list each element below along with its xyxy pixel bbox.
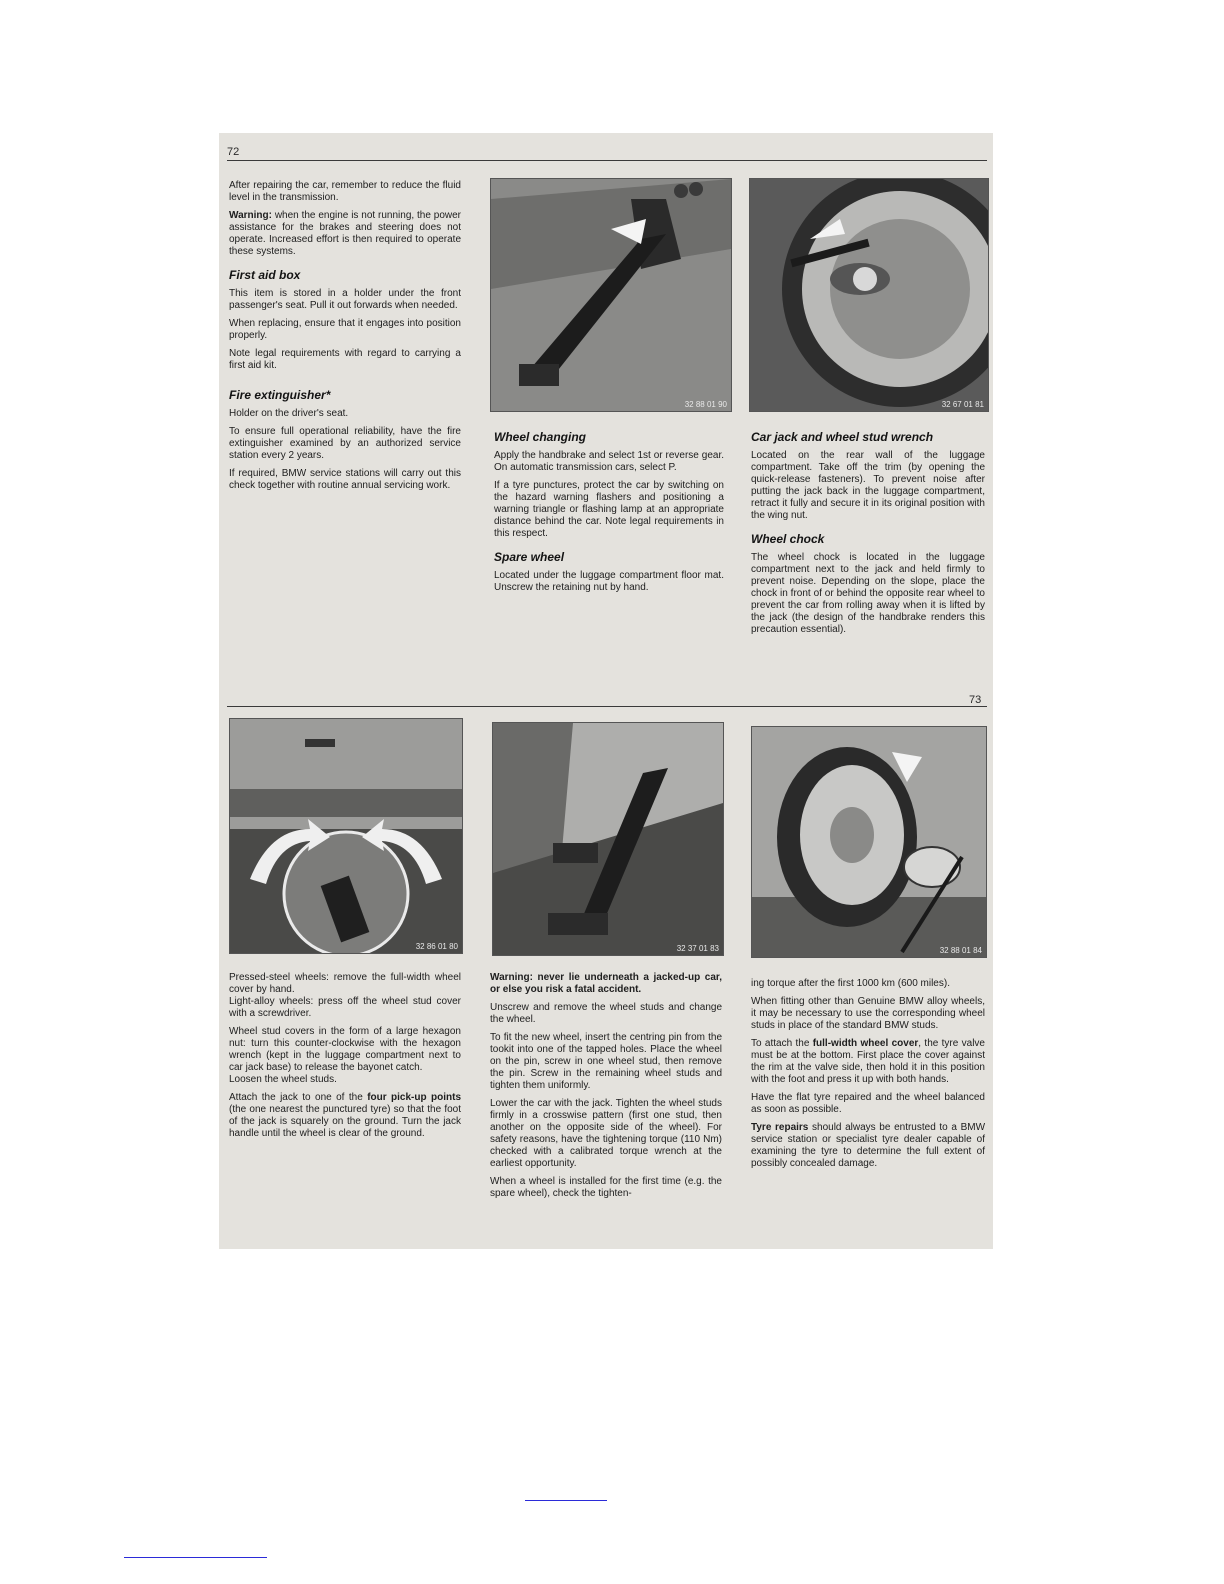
- page73-column-2: [490, 972, 722, 1206]
- warning-text: when the engine is not running, the power assistance for the brakes and steering does not operate. Increased effort is then required to operate these systems.: [229, 210, 461, 257]
- paragraph: If required, BMW service stations will carry out this check together with routine annual servicing work.: [229, 468, 461, 491]
- paragraph: Have the flat tyre repaired and the wheel balanced as soon as possible.: [751, 1092, 985, 1115]
- paragraph: Note legal requirements with regard to carrying a first aid kit.: [229, 348, 461, 371]
- heading-first-aid-box: First aid box: [229, 268, 301, 282]
- text: should always be entrusted to a BMW service station or specialist tyre dealer capable of examining the tyre to determine the full extent of possibly concealed damage.: [751, 1122, 986, 1169]
- wheel-cover-illustration: [752, 727, 986, 957]
- paragraph: To fit the new wheel, insert the centring pin from the tookit into one of the tapped holes. Place the wheel on the pin, screw in one wheel stud, then remove the pin. Screw in the remaining wheel studs and tighten them uniformly.: [490, 1032, 722, 1091]
- paragraph: When fitting other than Genuine BMW alloy wheels, it may be necessary to use the corresponding wheel studs in place of the standard BMW studs.: [751, 996, 985, 1031]
- text: , the tyre valve must be at the bottom. First place the cover against the rim at the valve side, then hold it in this position with the foot and press it up with both hands.: [751, 1038, 985, 1085]
- footer-link-underline[interactable]: [525, 1500, 607, 1501]
- page-number-73: 73: [969, 694, 982, 706]
- paragraph: Located under the luggage compartment floor mat. Unscrew the retaining nut by hand.: [494, 570, 724, 593]
- car-side-illustration: [230, 719, 462, 953]
- heading-fire-extinguisher: Fire extinguisher*: [229, 388, 331, 402]
- image-code: 32 88 01 90: [684, 400, 727, 409]
- bold-text: full-width wheel cover: [812, 1038, 919, 1049]
- bold-text: Tyre repairs: [751, 1122, 809, 1133]
- page72-column-3: [751, 420, 985, 642]
- image-code: 32 86 01 80: [415, 942, 458, 951]
- paragraph: Wheel stud covers in the form of a large hexagon nut: turn this counter-clockwise with the hexagon wrench (kept in the luggage compartment next to car jack base) to release the bayonet catch.: [229, 1026, 461, 1073]
- paragraph: When replacing, ensure that it engages into position properly.: [229, 318, 461, 341]
- paragraph: To ensure full operational reliability, have the fire extinguisher examined by an authorized service station every 2 years.: [229, 426, 461, 461]
- text: To attach the: [751, 1038, 813, 1049]
- image-code: 32 88 01 84: [939, 946, 982, 955]
- page73-column-1: [229, 972, 461, 1146]
- warning-paragraph: [229, 210, 461, 258]
- page72-column-1: [229, 180, 461, 498]
- photo-jack-pickup-arrows: [229, 718, 463, 954]
- footer-link-underline[interactable]: [124, 1557, 267, 1558]
- text: Attach the jack to one of the: [229, 1092, 368, 1103]
- jack-illustration: [491, 179, 731, 411]
- paragraph-pickup-points: [229, 1092, 461, 1140]
- paragraph-wheel-cover: [751, 1038, 985, 1086]
- paragraph: If a tyre punctures, protect the car by switching on the hazard warning flashers and positioning a warning triangle or flashing lamp at an appropriate distance behind the car. Note legal requirements in this respect.: [494, 480, 724, 539]
- heading-car-jack-wrench: Car jack and wheel stud wrench: [751, 430, 934, 444]
- warning-paragraph: Warning: never lie underneath a jacked-up car, or else you risk a fatal accident.: [490, 972, 722, 995]
- heading-wheel-changing: Wheel changing: [494, 430, 587, 444]
- photo-wheel-cover: [751, 726, 987, 958]
- heading-wheel-chock: Wheel chock: [751, 532, 825, 546]
- paragraph: Pressed-steel wheels: remove the full-width wheel cover by hand.: [229, 972, 461, 995]
- page-number-72: 72: [227, 146, 240, 158]
- paragraph-tyre-repairs: [751, 1122, 985, 1170]
- page73-column-3: [751, 978, 985, 1176]
- paragraph: Lower the car with the jack. Tighten the wheel studs firmly in a crosswise pattern (first one stud, then another on the opposite side of the wheel). For safety reasons, have the tightening torque (110 Nm) checked with a calibrated torque wrench at the earliest opportunity.: [490, 1098, 722, 1169]
- image-code: 32 67 01 81: [941, 400, 984, 409]
- paragraph: Holder on the driver's seat.: [229, 408, 349, 419]
- warning-label: Warning:: [229, 210, 272, 221]
- photo-jack-under-car: [492, 722, 724, 956]
- paragraph: Located on the rear wall of the luggage compartment. Take off the trim (by opening the quick-release fasteners). To prevent noise after putting the jack back in the luggage compartment, retract it fully and secure it in its original position with the wing nut.: [751, 450, 985, 521]
- text: (the one nearest the punctured tyre) so that the foot of the jack is squarely on the ground. Turn the jack handle until the wheel is clear of the ground.: [229, 1104, 461, 1139]
- photo-jack-pickup-point: [490, 178, 732, 412]
- header-rule-73: [227, 706, 987, 707]
- photo-spare-wheel-wrench: [749, 178, 989, 412]
- paragraph: Light-alloy wheels: press off the wheel stud cover with a screwdriver.: [229, 996, 461, 1019]
- heading-spare-wheel: Spare wheel: [494, 550, 565, 564]
- page72-column-2: [494, 420, 724, 600]
- paragraph: Loosen the wheel studs.: [229, 1074, 337, 1085]
- wheel-illustration: [750, 179, 988, 411]
- jack-under-car-illustration: [493, 723, 723, 955]
- image-code: 32 37 01 83: [676, 944, 719, 953]
- paragraph: After repairing the car, remember to reduce the fluid level in the transmission.: [229, 180, 461, 203]
- header-rule-72: [227, 160, 987, 161]
- paragraph: The wheel chock is located in the luggage compartment next to the jack and held firmly to prevent noise. Depending on the slope, place the chock in front of or behind the opposite rear wheel to prevent the car from rolling away when it is lifted by the jack (the design of the handbrake renders this precaution essential).: [751, 552, 985, 635]
- bold-text: four pick-up points: [367, 1092, 462, 1103]
- paragraph: Unscrew and remove the wheel studs and change the wheel.: [490, 1002, 722, 1025]
- paragraph: When a wheel is installed for the first time (e.g. the spare wheel), check the tighten-: [490, 1176, 722, 1199]
- paragraph: ing torque after the first 1000 km (600 miles).: [751, 978, 950, 989]
- paragraph: Apply the handbrake and select 1st or reverse gear. On automatic transmission cars, select P.: [494, 450, 724, 473]
- paragraph: This item is stored in a holder under the front passenger's seat. Pull it out forwards when needed.: [229, 288, 461, 311]
